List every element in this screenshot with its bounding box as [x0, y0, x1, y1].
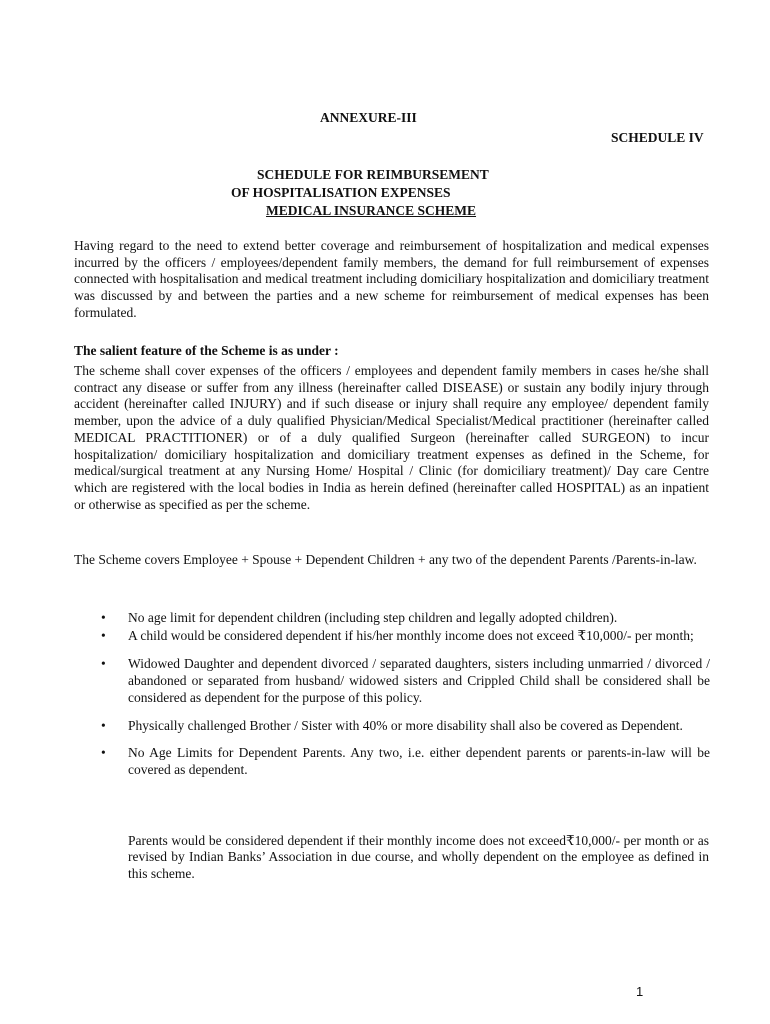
list-item-text: Widowed Daughter and dependent divorced / separated daughters, sisters including unmarried / divorced / abandoned or separated from husband/ widowed sisters and Crippled Child shall be considered shall be considered as dependent for the purpose of this policy.: [128, 655, 710, 705]
list-item-text: No age limit for dependent children (including step children and legally adopted children).: [128, 610, 618, 625]
bullet-icon: •: [101, 627, 106, 643]
dependents-bullet-list: [74, 610, 710, 779]
list-item: [74, 656, 710, 707]
title-line-1: SCHEDULE FOR REIMBURSEMENT: [257, 167, 489, 182]
list-item-text: No Age Limits for Dependent Parents. Any two, i.e. either dependent parents or parents-in-law will be covered as dependent.: [128, 745, 710, 778]
page-number: 1: [636, 984, 644, 999]
schedule-label: SCHEDULE IV: [611, 130, 704, 145]
list-item: [74, 718, 710, 735]
parents-dependency-paragraph: Parents would be considered dependent if their monthly income does not exceed₹10,000/- per month or as revised by Indian Banks’ Association in due course, and wholly dependent on the employee as defined in this scheme.: [128, 832, 709, 882]
intro-paragraph: Having regard to the need to extend better coverage and reimbursement of hospitalization and medical expenses incurred by the officers / employees/dependent family members, the demand for full reimbursement of expenses connected with hospitalisation and medical treatment including domiciliary hospitalization and domiciliary treatment was discussed by and between the parties and a new scheme for reimbursement of medical expenses has been formulated.: [74, 238, 709, 320]
list-item: [74, 745, 710, 779]
annexure-label: ANNEXURE-III: [320, 110, 417, 125]
list-item-text: Physically challenged Brother / Sister with 40% or more disability shall also be covered as Dependent.: [128, 717, 683, 733]
title-line-2: OF HOSPITALISATION EXPENSES: [231, 185, 451, 200]
list-item: [74, 610, 710, 627]
bullet-icon: •: [101, 610, 106, 625]
coverage-paragraph: The scheme shall cover expenses of the officers / employees and dependent family members in cases he/she shall contract any disease or suffer from any illness (hereinafter called DISEASE) or sustain any bodily injury through accident (hereinafter called INJURY) and if such disease or injury shall require any employee/ dependent family member, upon the advice of a duly qualified Physician/Medical Specialist/Medical practitioner (hereinafter called MEDICAL PRACTITIONER) or of a duly qualified Surgeon (hereinafter called SURGEON) to incur hospitalization/ domiciliary hospitalization and domiciliary treatment expenses as defined in the Scheme, for medical/surgical treatment at any Nursing Home/ Hospital / Clinic (for domiciliary treatment)/ Day care Centre which are registered with the local bodies in India as herein defined (hereinafter called HOSPITAL) as an inpatient or otherwise as specified as per the scheme.: [74, 363, 709, 512]
bullet-icon: •: [101, 655, 106, 671]
title-line-3: MEDICAL INSURANCE SCHEME: [266, 203, 477, 218]
bullet-icon: •: [101, 745, 106, 761]
salient-features-heading: The salient feature of the Scheme is as under :: [74, 343, 339, 358]
list-item-text: A child would be considered dependent if his/her monthly income does not exceed ₹10,000/- per month;: [128, 627, 694, 643]
members-paragraph: The Scheme covers Employee + Spouse + Dependent Children + any two of the dependent Parents /Parents-in-law.: [74, 552, 697, 567]
bullet-icon: •: [101, 717, 106, 733]
list-item: [74, 628, 710, 645]
